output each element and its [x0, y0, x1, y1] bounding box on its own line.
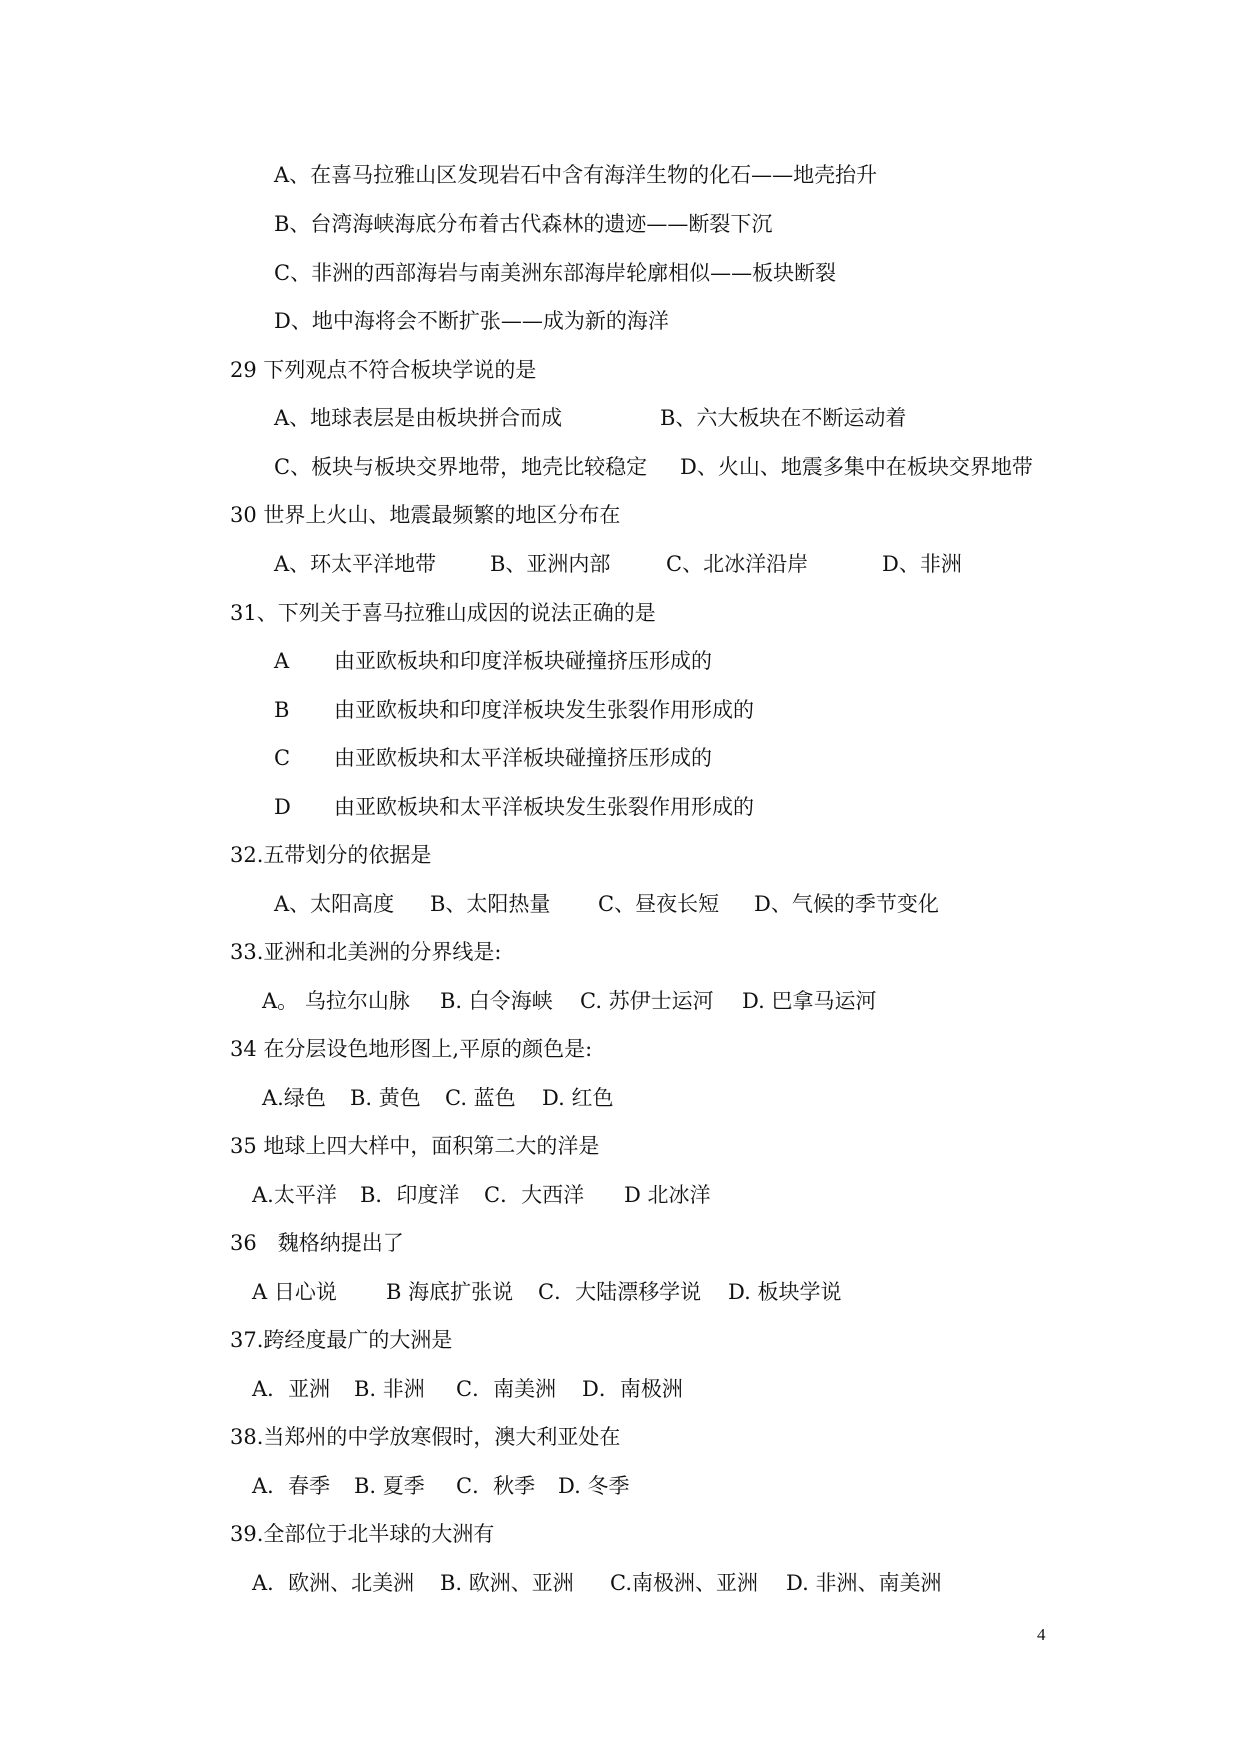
- question-37-option-c: C．南美洲: [456, 1377, 557, 1401]
- question-29-option-d: D、火山、地震多集中在板块交界地带: [680, 455, 1033, 479]
- question-33-option-a: A。 乌拉尔山脉: [262, 989, 410, 1013]
- question-34-option-d: D. 红色: [542, 1086, 614, 1110]
- question-36-option-c: C．大陆漂移学说: [538, 1280, 702, 1304]
- question-33-option-d: D. 巴拿马运河: [742, 989, 877, 1013]
- question-30-stem: 30 世界上火山、地震最频繁的地区分布在: [230, 503, 621, 527]
- question-31-option-a-text: 由亚欧板块和印度洋板块碰撞挤压形成的: [334, 649, 712, 673]
- question-35-option-a: A.太平洋: [252, 1183, 337, 1207]
- page-number: 4: [1037, 1625, 1046, 1644]
- question-36-option-d: D. 板块学说: [728, 1280, 842, 1304]
- question-31-option-a-letter: A: [274, 649, 290, 673]
- q28-option-d: D、地中海将会不断扩张——成为新的海洋: [274, 309, 669, 333]
- question-38-option-b: B. 夏季: [354, 1474, 425, 1498]
- question-36-option-a: A 日心说: [252, 1280, 337, 1304]
- question-38-option-c: C．秋季: [456, 1474, 536, 1498]
- q28-option-c: C、非洲的西部海岩与南美洲东部海岸轮廓相似——板块断裂: [274, 261, 837, 285]
- question-29-stem: 29 下列观点不符合板块学说的是: [230, 358, 537, 382]
- question-32-option-c: C、昼夜长短: [598, 892, 720, 916]
- question-36-stem: 36 魏格纳提出了: [230, 1231, 404, 1255]
- question-30-option-a: A、环太平洋地带: [274, 552, 437, 576]
- question-31-option-c-letter: C: [274, 746, 291, 770]
- question-38-option-a: A．春季: [252, 1474, 331, 1498]
- question-29-option-c: C、板块与板块交界地带，地壳比较稳定: [274, 455, 648, 479]
- question-30-option-d: D、非洲: [882, 552, 962, 576]
- question-32-stem: 32.五带划分的依据是: [230, 843, 432, 867]
- question-37-option-d: D．南极洲: [582, 1377, 683, 1401]
- question-37-stem: 37.跨经度最广的大洲是: [230, 1328, 453, 1352]
- question-33-option-b: B. 白令海峡: [440, 989, 553, 1013]
- question-31-option-b-text: 由亚欧板块和印度洋板块发生张裂作用形成的: [334, 698, 754, 722]
- question-35-stem: 35 地球上四大样中，面积第二大的洋是: [230, 1134, 600, 1158]
- question-32-option-a: A、太阳高度: [274, 892, 395, 916]
- question-31-option-c-text: 由亚欧板块和太平洋板块碰撞挤压形成的: [334, 746, 712, 770]
- q28-option-b: B、台湾海峡海底分布着古代森林的遗迹——断裂下沉: [274, 212, 773, 236]
- question-34-option-b: B. 黄色: [350, 1086, 421, 1110]
- question-37-option-b: B. 非洲: [354, 1377, 425, 1401]
- question-39-stem: 39.全部位于北半球的大洲有: [230, 1522, 495, 1546]
- question-34-stem: 34 在分层设色地形图上,平原的颜色是:: [230, 1037, 593, 1061]
- question-36-option-b: B 海底扩张说: [386, 1280, 514, 1304]
- question-30-option-b: B、亚洲内部: [490, 552, 611, 576]
- question-38-stem: 38.当郑州的中学放寒假时，澳大利亚处在: [230, 1425, 621, 1449]
- question-29-option-a: A、地球表层是由板块拼合而成: [274, 406, 563, 430]
- question-35-option-d: D 北冰洋: [624, 1183, 711, 1207]
- question-32-option-d: D、气候的季节变化: [754, 892, 939, 916]
- question-34-option-a: A.绿色: [262, 1086, 326, 1110]
- question-33-stem: 33.亚洲和北美洲的分界线是:: [230, 940, 502, 964]
- question-34-option-c: C. 蓝色: [445, 1086, 516, 1110]
- question-30-option-c: C、北冰洋沿岸: [666, 552, 809, 576]
- question-35-option-b: B．印度洋: [360, 1183, 460, 1207]
- question-31-stem: 31、下列关于喜马拉雅山成因的说法正确的是: [230, 601, 656, 625]
- q28-option-a: A、在喜马拉雅山区发现岩石中含有海洋生物的化石——地壳抬升: [274, 163, 878, 187]
- question-31-option-d-text: 由亚欧板块和太平洋板块发生张裂作用形成的: [334, 795, 754, 819]
- question-31-option-d-letter: D: [274, 795, 291, 819]
- question-33-option-c: C. 苏伊士运河: [580, 989, 714, 1013]
- question-39-option-a: A．欧洲、北美洲: [252, 1571, 415, 1595]
- question-38-option-d: D. 冬季: [558, 1474, 630, 1498]
- question-39-option-c: C.南极洲、亚洲: [610, 1571, 758, 1595]
- question-29-option-b: B、六大板块在不断运动着: [660, 406, 907, 430]
- question-35-option-c: C．大西洋: [484, 1183, 585, 1207]
- question-32-option-b: B、太阳热量: [430, 892, 551, 916]
- question-31-option-b-letter: B: [274, 698, 290, 722]
- question-39-option-b: B. 欧洲、亚洲: [440, 1571, 574, 1595]
- question-39-option-d: D. 非洲、南美洲: [786, 1571, 942, 1595]
- question-37-option-a: A．亚洲: [252, 1377, 331, 1401]
